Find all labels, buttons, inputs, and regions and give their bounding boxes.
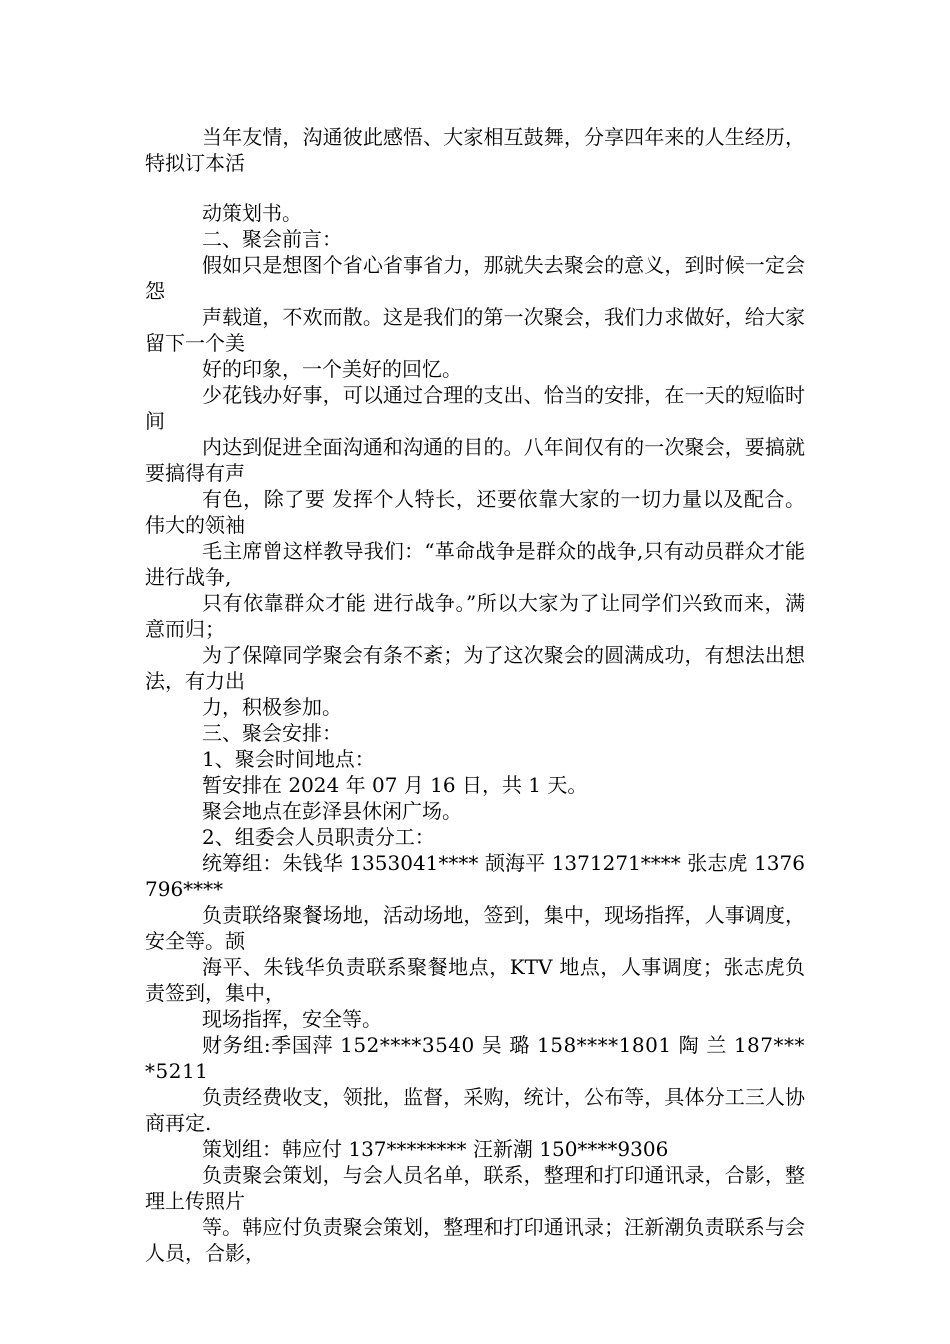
heading-preface: 二、聚会前言： xyxy=(202,227,342,251)
paragraph-intro-continued: 当年友情，沟通彼此感悟、大家相互鼓舞，分享四年来的人生经历，特拟订本活 xyxy=(145,125,805,175)
paragraph-preface-1: 假如只是想图个省心省事省力，那就失去聚会的意义，到时候一定会怨 xyxy=(145,253,805,303)
paragraph-finance-group: 财务组:季国萍 152****3540 吴 璐 158****1801 陶 兰 187****5211 xyxy=(145,1033,805,1083)
paragraph-preface-5: 内达到促进全面沟通和沟通的目的。八年间仅有的一次聚会，要搞就要搞得有声 xyxy=(145,435,805,485)
paragraph-planning-duties-2: 等。韩应付负责聚会策划，整理和打印通讯录；汪新潮负责联系与会人员，合影， xyxy=(145,1215,805,1265)
paragraph-coordination-group: 统筹组：朱钱华 1353041**** 颉海平 1371271**** 张志虎 1376796**** xyxy=(145,851,805,901)
paragraph-preface-8: 只有依靠群众才能 进行战争。”所以大家为了让同学们兴致而来，满意而归； xyxy=(145,591,805,641)
paragraph-preface-10: 力，积极参加。 xyxy=(202,695,342,719)
paragraph-coordination-duties-3: 现场指挥，安全等。 xyxy=(202,1007,382,1031)
paragraph-preface-4: 少花钱办好事，可以通过合理的支出、恰当的安排，在一天的短临时间 xyxy=(145,383,805,433)
heading-arrangement: 三、聚会安排： xyxy=(202,721,342,745)
paragraph-preface-3: 好的印象，一个美好的回忆。 xyxy=(202,357,462,381)
paragraph-preface-7: 毛主席曾这样教导我们：“革命战争是群众的战争,只有动员群众才能进行战争, xyxy=(145,539,805,589)
paragraph-planning-book: 动策划书。 xyxy=(202,201,302,225)
paragraph-finance-duties: 负责经费收支，领批，监督，采购，统计，公布等，具体分工三人协商再定. xyxy=(145,1085,805,1135)
paragraph-location: 聚会地点在彭泽县休闲广场。 xyxy=(202,799,462,823)
paragraph-planning-group: 策划组：韩应付 137******** 汪新潮 150****9306 xyxy=(202,1137,669,1161)
paragraph-planning-duties-1: 负责聚会策划，与会人员名单，联系，整理和打印通讯录，合影，整理上传照片 xyxy=(145,1163,805,1213)
paragraph-preface-9: 为了保障同学聚会有条不紊；为了这次聚会的圆满成功，有想法出想法，有力出 xyxy=(145,643,805,693)
heading-time-location: 1、聚会时间地点： xyxy=(202,747,375,771)
paragraph-date: 暂安排在 2024 年 07 月 16 日，共 1 天。 xyxy=(202,773,588,797)
heading-committee-duties: 2、组委会人员职责分工： xyxy=(202,825,435,849)
paragraph-coordination-duties-2: 海平、朱钱华负责联系聚餐地点，KTV 地点，人事调度；张志虎负责签到，集中， xyxy=(145,955,805,1005)
paragraph-preface-2: 声载道，不欢而散。这是我们的第一次聚会，我们力求做好，给大家留下一个美 xyxy=(145,305,805,355)
paragraph-preface-6: 有色，除了要 发挥个人特长，还要依靠大家的一切力量以及配合。伟大的领袖 xyxy=(145,487,805,537)
paragraph-coordination-duties-1: 负责联络聚餐场地，活动场地，签到，集中，现场指挥，人事调度，安全等。颉 xyxy=(145,903,805,953)
document-body xyxy=(145,124,805,1266)
